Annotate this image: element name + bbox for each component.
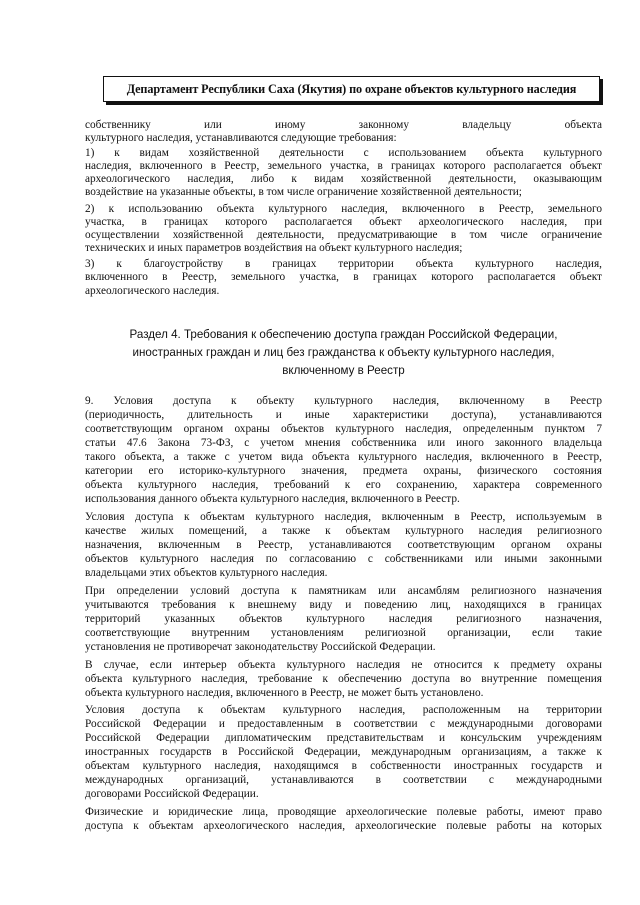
section-heading-line: иностранных граждан и лиц без гражданства к объекту культурного наследия, <box>132 346 555 359</box>
text-line: участка, в границах которого располагается объект археологического наследия, при <box>85 216 602 228</box>
text-line: 2) к использованию объекта культурного наследия, включенного в Реестр, земельного <box>85 203 602 215</box>
text-line: собственнику или иному законному владельцу объекта <box>85 119 602 131</box>
text-line: объектам культурного наследия, находящимся в собственности иностранных государств и <box>85 760 602 772</box>
text-line: Российской Федерации и предоставленным в соответствии с международными договорами <box>85 718 602 730</box>
text-line: археологического наследия. <box>85 285 220 297</box>
text-line: (периодичность, длительность и иные характеристики доступа), устанавливаются <box>85 409 602 421</box>
text-line: международных организаций, устанавливаются в соответствии с международными <box>85 774 602 786</box>
text-line: археологического наследия, либо к видам хозяйственной деятельности, оказывающим <box>85 173 602 185</box>
text-line: Физические и юридические лица, проводящие археологические полевые работы, имеют право <box>85 806 602 818</box>
text-line: соответствующим органом охраны объектов культурного наследия, определенным пунктом 7 <box>85 423 602 435</box>
text-line: договорами Российской Федерации. <box>85 788 259 800</box>
text-line: соответствующие внутренним установлениям религиозной организации, если такие <box>85 627 602 639</box>
text-line: наследия, включенного в Реестр, земельного участка, в границах которого располагается объект <box>85 160 602 172</box>
text-line: воздействие на указанные объекты, в том числе ограничение хозяйственной деятельности; <box>85 186 522 198</box>
text-line: технических и иных параметров воздействия на объект культурного наследия; <box>85 242 463 254</box>
text-line: использования данного объекта культурного наследия, включенного в Реестр. <box>85 493 460 505</box>
text-line: категории его историко-культурного значения, предмета охраны, физического состояния <box>85 465 602 477</box>
text-line: владельцами этих объектов культурного наследия. <box>85 567 328 579</box>
text-line: иностранных государств в Российской Федерации, международным организациям, а также к <box>85 746 602 758</box>
text-line: При определении условий доступа к памятникам или ансамблям религиозного назначения <box>85 585 602 597</box>
text-line: 3) к благоустройству в границах территории объекта культурного наследия, <box>85 258 602 270</box>
text-line: Условия доступа к объектам культурного наследия, включенным в Реестр, используемым в <box>85 511 602 523</box>
text-line: включенного в Реестр, земельного участка, в границах которого располагается объект <box>85 271 602 283</box>
text-line: качестве жилых помещений, а также к объектам культурного наследия религиозного <box>85 525 602 537</box>
department-title: Департамент Республики Саха (Якутия) по охране объектов культурного наследия <box>126 81 577 96</box>
text-line: назначения, включенным в Реестр, устанавливаются соответствующим органом охраны <box>85 539 602 551</box>
text-line: доступа к объектам археологического наследия, археологические полевые работы на которых <box>85 820 602 832</box>
section-heading-line: включенному в Реестр <box>282 364 405 377</box>
text-line: объекта культурного наследия, требований к его сохранению, характера современного <box>85 479 602 491</box>
text-line: В случае, если интерьер объекта культурного наследия не относится к предмету охраны <box>85 659 602 671</box>
text-line: такого объекта, а также с учетом вида объекта культурного наследия, включенного в Реестр, <box>85 451 602 463</box>
text-line: территорий указанных объектов культурного наследия религиозного назначения, <box>85 613 602 625</box>
text-line: Российской Федерации дипломатическим представительствам и консульским учреждениям <box>85 732 602 744</box>
text-line: установления не противоречат законодательству Российской Федерации. <box>85 641 436 653</box>
text-line: 9. Условия доступа к объекту культурного наследия, включенному в Реестр <box>85 395 602 407</box>
text-line: объекта культурного наследия, требование к обеспечению доступа во внутренние помещения <box>85 673 602 685</box>
text-line: объекта культурного наследия, включенного в Реестр, не может быть установлено. <box>85 687 484 699</box>
text-line: статьи 47.6 Закона 73-ФЗ, с учетом мнения собственника или иного законного владельца <box>85 437 602 449</box>
text-line: учитываются требования к внешнему виду и поведению лиц, находящихся в границах <box>85 599 602 611</box>
section-heading-line: Раздел 4. Требования к обеспечению доступа граждан Российской Федерации, <box>129 328 558 341</box>
text-line: Условия доступа к объектам культурного наследия, расположенным на территории <box>85 704 602 716</box>
text-line: 1) к видам хозяйственной деятельности с использованием объекта культурного <box>85 147 602 159</box>
text-line: культурного наследия, устанавливаются следующие требования: <box>85 132 397 144</box>
department-header <box>103 76 600 102</box>
text-line: осуществлении хозяйственной деятельности, предусматривающие в том числе ограничение <box>85 229 602 241</box>
text-line: объектов культурного наследия по согласованию с собственниками или иными законными <box>85 553 602 565</box>
